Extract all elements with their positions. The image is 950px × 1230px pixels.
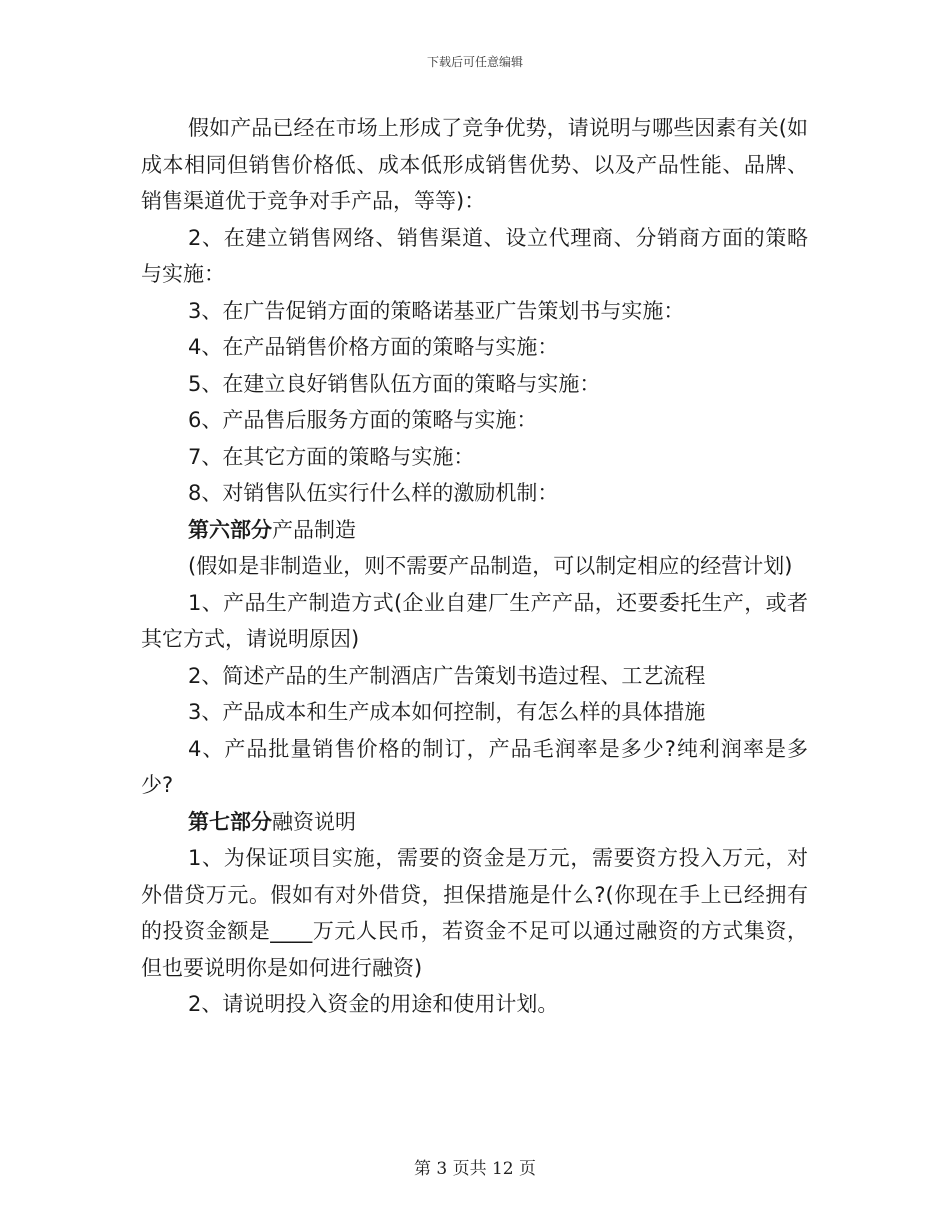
paragraph: 1、为保证项目实施，需要的资金是万元，需要资方投入万元，对外借贷万元。假如有对外借贷，担保措施是什么?(你现在手上已经拥有的投资金额是____万元人民币，若资金不足可以通过融资的方式集资，但也要说明你是如何进行融资) (141, 846, 808, 980)
paragraph: 3、产品成本和生产成本如何控制，有怎么样的具体措施 (188, 700, 706, 724)
document-body (141, 110, 808, 1023)
paragraph: 7、在其它方面的策略与实施： (188, 444, 475, 469)
paragraph: 1、产品生产制造方式(企业自建厂生产产品，还要委托生产，或者其它方式，请说明原因) (141, 590, 808, 651)
paragraph: 2、在建立销售网络、销售渠道、设立代理商、分销商方面的策略与实施： (141, 225, 808, 286)
section-heading (141, 512, 808, 549)
paragraph: 3、在广告促销方面的策略诺基亚广告策划书与实施： (188, 298, 685, 323)
paragraph: 6、产品售后服务方面的策略与实施： (188, 408, 538, 432)
section-label: 第七部分 (188, 809, 272, 834)
section-label: 第六部分 (188, 517, 272, 542)
paragraph: 4、产品批量销售价格的制订，产品毛润率是多少?纯利润率是多少? (141, 736, 808, 797)
paragraph: 4、在产品销售价格方面的策略与实施： (188, 335, 559, 359)
paragraph: (假如是非制造业，则不需要产品制造，可以制定相应的经营计划) (188, 554, 793, 578)
page-footer: 第 3 页共 12 页 (413, 1159, 537, 1179)
paragraph: 8、对销售队伍实行什么样的激励机制： (188, 481, 559, 505)
paragraph: 2、请说明投入资金的用途和使用计划。 (188, 992, 559, 1016)
paragraph: 假如产品已经在市场上形成了竞争优势，请说明与哪些因素有关(如成本相同但销售价格低、成本低形成销售优势、以及产品性能、品牌、销售渠道优于竞争对手产品，等等)： (141, 116, 808, 213)
section-heading (141, 804, 808, 841)
page-header: 下载后可任意编辑 (426, 55, 523, 69)
section-title: 融资说明 (272, 809, 356, 834)
paragraph: 5、在建立良好销售队伍方面的策略与实施： (188, 371, 601, 396)
paragraph: 2、简述产品的生产制酒店广告策划书造过程、工艺流程 (188, 663, 706, 688)
section-title: 产品制造 (272, 517, 356, 542)
